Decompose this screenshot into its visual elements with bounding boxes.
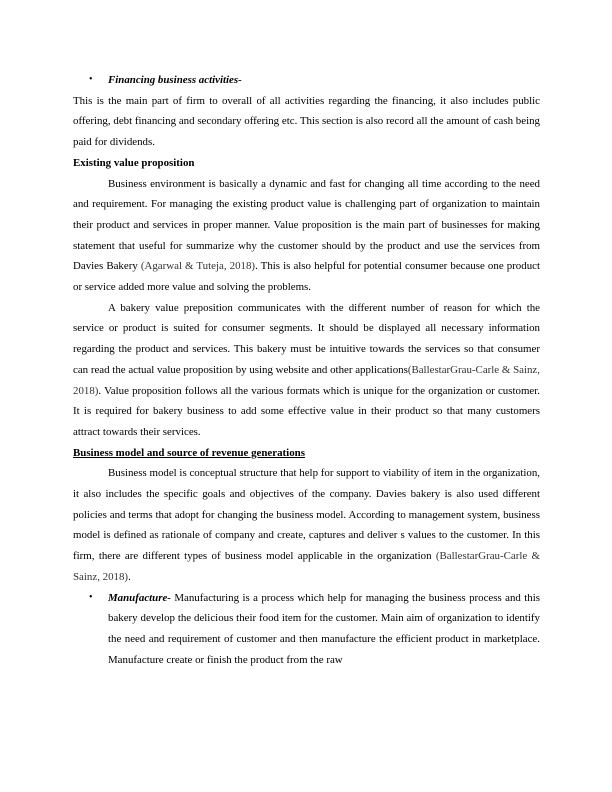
text-run: Manufacturing is a process which help for managing the business process and this bakery develop the delicious their food item for the customer. Main aim of organization to identify the need and requirement of customer and then manufacture the efficient product in marketplace. Manufacture create or finish the product from the raw	[108, 591, 540, 666]
financing-paragraph: This is the main part of firm to overall of all activities regarding the financing, it also includes public offering, debt financing and secondary offering etc. This section is also record all the amount of cash being paid for dividends.	[73, 94, 540, 149]
text-run: Business model is conceptual structure that help for support to viability of item in the organization, it also includes the specific goals and objectives of the company. Davies bakery is also used different policies and terms that adopt for changing the business model. According to management system, business model is defined as rationale of company and create, captures and deliver s values to the customer. In this firm, there are different types of business model applicable in the organization	[73, 467, 540, 563]
heading-business-model: Business model and source of revenue generations	[73, 446, 305, 459]
bullet-financing	[73, 70, 540, 91]
value-proposition-paragraph-2	[73, 298, 540, 443]
bullet-icon: •	[89, 591, 93, 603]
heading-existing-value-proposition: Existing value proposition	[73, 156, 195, 169]
value-proposition-paragraph-1	[73, 174, 540, 298]
text-run: . This is also helpful for potential consumer because one product or service added more value and solving the problems.	[73, 260, 540, 294]
bullet-financing-label: Financing business activities-	[108, 74, 242, 86]
manufacture-paragraph	[108, 588, 540, 671]
business-model-paragraph	[73, 463, 540, 587]
bullet-icon: •	[89, 74, 93, 85]
document-body	[73, 70, 540, 670]
bullet-manufacture	[73, 588, 540, 671]
citation: (Agarwal & Tuteja, 2018)	[140, 260, 256, 273]
text-run: . Value proposition follows all the various formats which is unique for the organization or customer. It is required for bakery business to add some effective value in their product so that many customers attract towards their services.	[73, 384, 540, 438]
text-run: A bakery value preposition communicates with the different number of reason for which the service or product is suited for consumer segments. It should be displayed all necessary information regarding the product and services. This bakery must be intuitive towards the services so that consumer can read the actual value proposition by using website and other applications	[73, 301, 540, 376]
citation: (BallestarGrau-Carle & Sainz, 2018)	[73, 550, 541, 583]
text-run: .	[128, 570, 131, 583]
text-run: Business environment is basically a dynamic and fast for changing all time according to the need and requirement. For managing the existing product value is challenging part of organization to maintain their product and services in proper manner. Value proposition is the main part of businesses for making statement that useful for summarize why the customer should by the product and use the services from Davies Bakery	[73, 177, 540, 273]
citation: (BallestarGrau-Carle & Sainz, 2018)	[73, 363, 540, 397]
bullet-manufacture-label: Manufacture-	[108, 591, 171, 604]
